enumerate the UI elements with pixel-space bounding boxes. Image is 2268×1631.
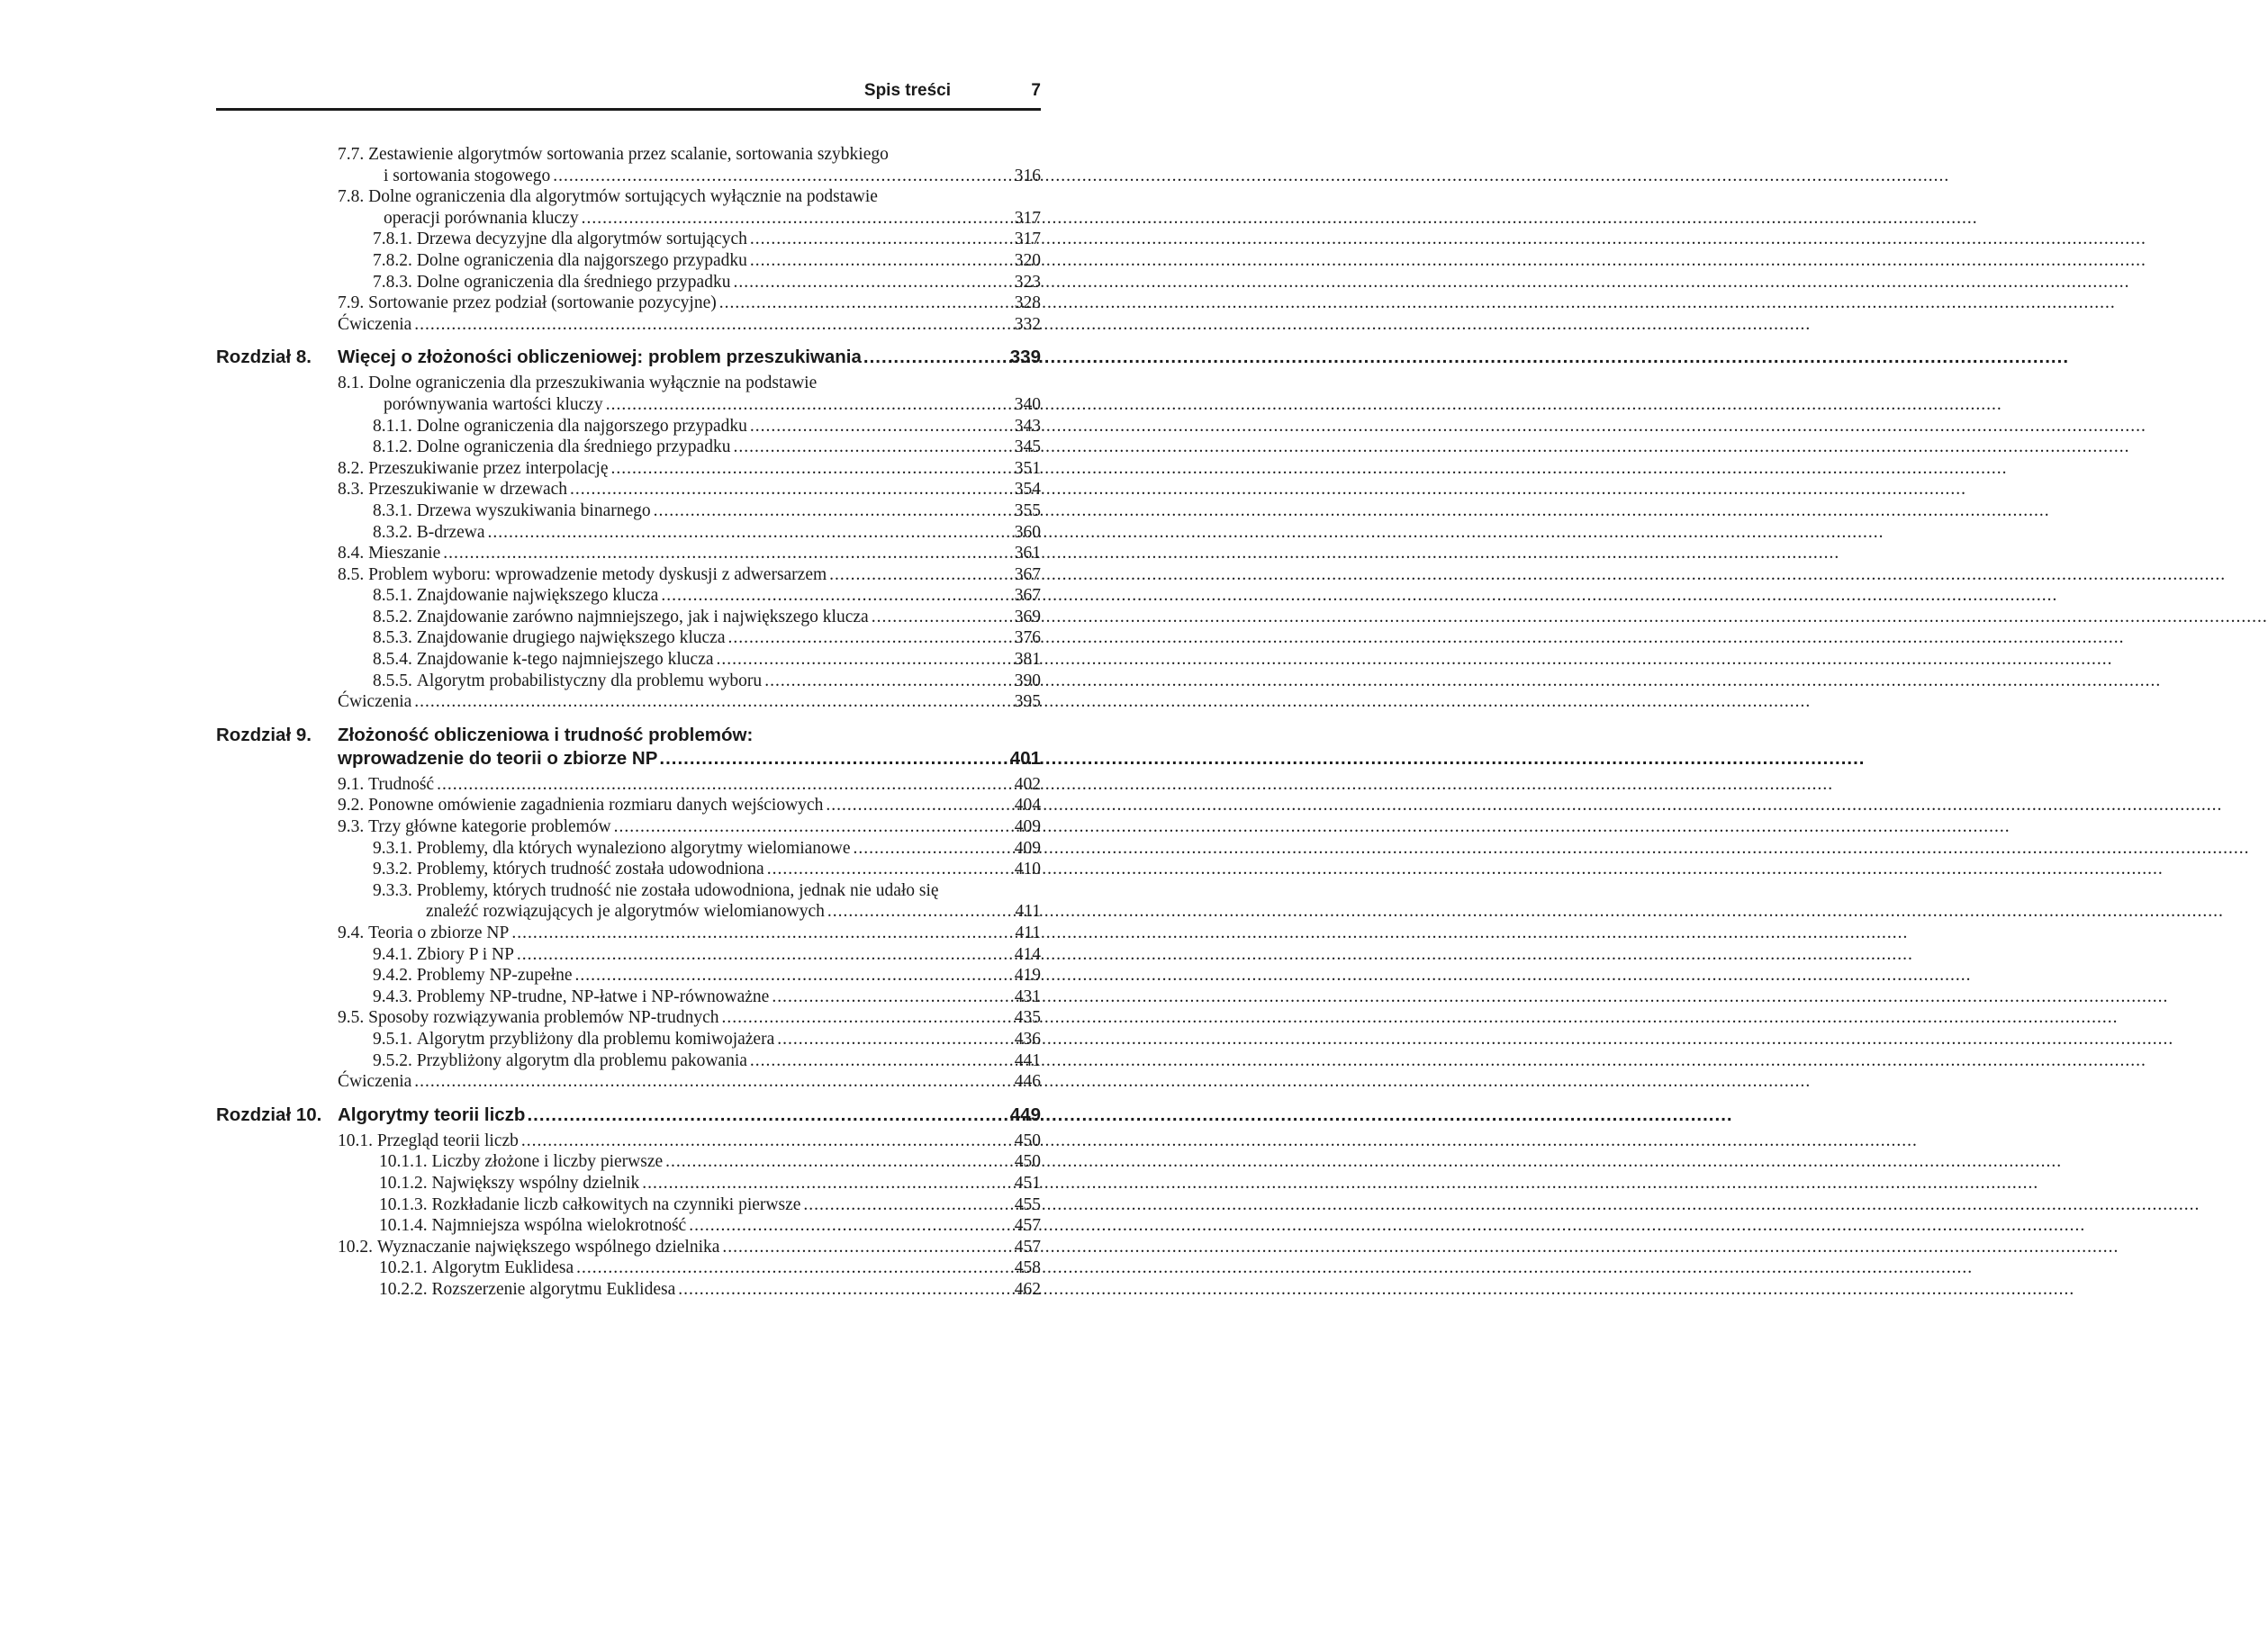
leader-dots <box>733 272 1011 293</box>
entry-page: 361 <box>1014 544 1041 563</box>
toc-entry <box>216 543 1041 564</box>
toc-entry <box>216 522 1041 544</box>
toc-entry <box>216 479 1041 500</box>
entry-page: 390 <box>1014 671 1041 690</box>
entry-number: 8.1.2. <box>373 437 412 457</box>
entry-number: 10.2.2. <box>379 1279 428 1299</box>
leader-dots <box>665 1151 1012 1173</box>
entry-title: Zbiory P i NP <box>416 944 514 964</box>
entry-number: 8.5.3. <box>373 628 412 648</box>
entry-number: 9.4. <box>338 924 365 942</box>
entry-number: 7.8. <box>338 187 365 207</box>
entry-title: Przybliżony algorytm dla problemu pakowania <box>416 1050 747 1070</box>
leader-dots <box>570 479 1012 500</box>
toc-entry <box>216 585 1041 607</box>
entry-title: Znajdowanie największego klucza <box>416 586 659 606</box>
leader-dots <box>772 987 1011 1008</box>
entry-title: Rozszerzenie algorytmu Euklidesa <box>431 1279 676 1299</box>
entry-number: 9.4.1. <box>373 944 412 964</box>
leader-dots <box>854 838 1012 860</box>
entry-title: Dolne ograniczenia dla średniego przypadku <box>416 272 731 292</box>
header-title: Spis treści <box>863 81 951 100</box>
entry-title: Najmniejsza wspólna wielokrotność <box>431 1216 687 1236</box>
entry-number: 9.3.1. <box>373 838 412 858</box>
entry-page: 409 <box>1014 817 1041 837</box>
toc-entry <box>216 1050 1041 1072</box>
entry-page: 410 <box>1014 860 1041 879</box>
leader-dots <box>689 1215 1012 1237</box>
leader-dots <box>767 859 1012 880</box>
entry-page: 332 <box>1014 314 1041 334</box>
toc-entry <box>216 1279 1041 1301</box>
toc-entry <box>216 373 1041 394</box>
entry-title: Największy wspólny dzielnik <box>431 1173 640 1193</box>
toc-entry-continuation <box>216 166 1041 187</box>
leader-dots <box>750 229 1012 250</box>
chapter-page: 449 <box>1009 1104 1041 1125</box>
entry-title: znaleźć rozwiązujących je algorytmów wielomianowych <box>426 902 825 922</box>
leader-dots <box>777 1029 1012 1050</box>
entry-number: 7.7. <box>338 145 365 164</box>
entry-title: Problemy NP-zupełne <box>416 966 573 986</box>
leader-dots <box>576 1257 1012 1279</box>
leader-dots <box>872 607 1012 628</box>
entry-page: 369 <box>1014 607 1041 626</box>
leader-dots <box>750 416 1012 437</box>
leader-dots <box>654 500 1012 522</box>
entry-number: 9.2. <box>338 796 365 816</box>
entry-page: 450 <box>1014 1152 1041 1172</box>
entry-number: 10.1.1. <box>379 1152 428 1172</box>
toc-entry <box>216 987 1041 1008</box>
toc-entry <box>216 795 1041 816</box>
leader-dots <box>414 314 1011 336</box>
entry-title: Trzy główne kategorie problemów <box>368 817 611 837</box>
entry-title: Przeszukiwanie przez interpolację <box>368 458 609 478</box>
leader-dots <box>521 1131 1012 1152</box>
entry-page: 340 <box>1014 394 1041 414</box>
entry-page: 351 <box>1014 458 1041 478</box>
toc-entry <box>216 774 1041 796</box>
header-page-number: 7 <box>1031 81 1041 100</box>
entry-number: 10.2.1. <box>379 1258 428 1278</box>
entry-page: 367 <box>1014 586 1041 606</box>
entry-page: 317 <box>1014 230 1041 249</box>
entry-number: 8.5.1. <box>373 586 412 606</box>
entry-number: 10.2. <box>338 1237 373 1257</box>
entry-page: 455 <box>1014 1194 1041 1214</box>
toc-entry <box>216 1173 1041 1194</box>
entry-title: Rozkładanie liczb całkowitych na czynniki pierwsze <box>431 1194 801 1214</box>
toc-entry <box>216 564 1041 586</box>
leader-dots <box>750 1050 1012 1072</box>
chapter-page: 401 <box>1009 747 1041 769</box>
entry-title: Zestawienie algorytmów sortowania przez scalanie, sortowania szybkiego <box>368 145 889 164</box>
entry-title: Znajdowanie drugiego największego klucza <box>416 628 726 648</box>
entry-title: Teoria o zbiorze NP <box>368 924 510 942</box>
toc-entry-exercises <box>216 691 1041 713</box>
entry-number: 8.4. <box>338 544 365 563</box>
entry-title: Problemy, których trudność została udowodniona <box>416 860 764 879</box>
chapter-label: Rozdział 10. <box>216 1104 322 1125</box>
entry-title: Drzewa wyszukiwania binarnego <box>416 500 651 520</box>
toc-entry <box>216 1029 1041 1050</box>
entry-title: Algorytm Euklidesa <box>431 1258 574 1278</box>
entry-number: 8.5.4. <box>373 650 412 670</box>
entry-page: 355 <box>1014 500 1041 520</box>
entry-page: 446 <box>1014 1072 1041 1092</box>
entry-page: 409 <box>1014 838 1041 858</box>
toc-entry-exercises <box>216 1071 1041 1093</box>
entry-page: 402 <box>1014 774 1041 794</box>
toc-entry <box>216 816 1041 838</box>
toc-entry <box>216 186 1041 208</box>
entry-page: 317 <box>1014 208 1041 228</box>
entry-number: 9.4.2. <box>373 966 412 986</box>
leader-dots <box>575 965 1012 987</box>
leader-dots <box>678 1279 1012 1301</box>
entry-page: 345 <box>1014 437 1041 457</box>
leader-dots <box>717 649 1012 671</box>
toc-entry <box>216 627 1041 649</box>
leader-dots <box>764 671 1012 692</box>
entry-page: 435 <box>1014 1008 1041 1028</box>
toc-entry <box>216 965 1041 987</box>
entry-title: Znajdowanie k-tego najmniejszego klucza <box>416 650 714 670</box>
toc-entry <box>216 649 1041 671</box>
toc-entry <box>216 250 1041 272</box>
chapter-label: Rozdział 9. <box>216 724 312 745</box>
toc-entry <box>216 944 1041 966</box>
leader-dots <box>414 691 1011 713</box>
entry-number: 7.8.3. <box>373 272 412 292</box>
toc-entry-continuation <box>216 208 1041 230</box>
toc-entry <box>216 1257 1041 1279</box>
entry-title: Problemy, dla których wynaleziono algorytmy wielomianowe <box>416 838 851 858</box>
entry-page: 462 <box>1014 1279 1041 1299</box>
leader-dots <box>728 627 1012 649</box>
toc-entry-continuation <box>216 901 1041 923</box>
entry-title: Ćwiczenia <box>338 314 412 334</box>
entry-page: 450 <box>1014 1131 1041 1150</box>
entry-page: 411 <box>1015 924 1041 942</box>
entry-number: 8.3. <box>338 480 365 500</box>
leader-dots <box>733 437 1011 458</box>
entry-title: Mieszanie <box>368 544 441 563</box>
leader-dots <box>750 250 1012 272</box>
entry-title: Problem wyboru: wprowadzenie metody dyskusji z adwersarzem <box>368 564 827 584</box>
entry-page: 367 <box>1014 564 1041 584</box>
entry-title: Algorytm przybliżony dla problemu komiwojażera <box>416 1029 775 1049</box>
chapter-title: Algorytmy teorii liczb <box>338 1104 526 1125</box>
toc-entry <box>216 437 1041 458</box>
entry-page: 316 <box>1014 166 1041 185</box>
entry-number: 8.1.1. <box>373 416 412 436</box>
toc-entry <box>216 1215 1041 1237</box>
leader-dots <box>803 1194 1011 1216</box>
entry-page: 457 <box>1014 1216 1041 1236</box>
entry-title: Liczby złożone i liczby pierwsze <box>431 1152 664 1172</box>
toc-entry <box>216 1131 1041 1152</box>
leader-dots <box>511 923 1012 944</box>
running-header <box>216 79 1041 111</box>
entry-page: 451 <box>1014 1173 1041 1193</box>
entry-title: Trudność <box>368 774 435 794</box>
toc-entry <box>216 293 1041 314</box>
entry-title: i sortowania stogowego <box>384 166 551 185</box>
leader-dots <box>642 1173 1012 1194</box>
toc-entry <box>216 229 1041 250</box>
entry-page: 436 <box>1014 1029 1041 1049</box>
entry-number: 8.1. <box>338 374 365 393</box>
entry-title: Dolne ograniczenia dla średniego przypadku <box>416 437 731 457</box>
entry-number: 7.8.2. <box>373 250 412 270</box>
entry-number: 9.4.3. <box>373 987 412 1006</box>
entry-page: 457 <box>1014 1237 1041 1257</box>
entry-title: Problemy NP-trudne, NP-łatwe i NP-równoważne <box>416 987 770 1006</box>
entry-title: Dolne ograniczenia dla przeszukiwania wyłącznie na podstawie <box>368 374 818 393</box>
toc-entry <box>216 458 1041 480</box>
entry-title: Ponowne omówienie zagadnienia rozmiaru danych wejściowych <box>368 796 824 816</box>
entry-page: 458 <box>1014 1258 1041 1278</box>
chapter-label: Rozdział 8. <box>216 347 312 368</box>
entry-page: 320 <box>1014 250 1041 270</box>
entry-number: 9.1. <box>338 774 365 794</box>
entry-number: 10.1.2. <box>379 1173 428 1193</box>
toc-entry-exercises <box>216 314 1041 336</box>
entry-title: Ćwiczenia <box>338 692 412 712</box>
chapter-heading <box>216 346 1041 369</box>
leader-dots <box>661 585 1011 607</box>
toc-entry <box>216 923 1041 944</box>
entry-number: 7.9. <box>338 293 365 313</box>
leader-dots <box>582 208 1012 230</box>
entry-title: Wyznaczanie największego wspólnego dzielnika <box>376 1237 720 1257</box>
entry-title: operacji porównania kluczy <box>384 208 579 228</box>
entry-title: Przegląd teorii liczb <box>376 1131 519 1150</box>
leader-dots <box>719 293 1012 314</box>
leader-dots <box>722 1007 1012 1029</box>
toc-entry <box>216 1237 1041 1258</box>
chapter-title: Złożoność obliczeniowa i trudność problemów: <box>338 724 754 745</box>
chapter-page: 339 <box>1009 347 1041 368</box>
entry-number: 9.3. <box>338 817 365 837</box>
leader-dots <box>553 166 1012 187</box>
leader-dots <box>863 346 1008 369</box>
toc-entry <box>216 1007 1041 1029</box>
toc-entry-continuation <box>216 394 1041 416</box>
entry-page: 414 <box>1014 944 1041 964</box>
entry-page: 381 <box>1014 650 1041 670</box>
entry-number: 9.3.3. <box>373 880 412 900</box>
entry-title: Dolne ograniczenia dla najgorszego przypadku <box>416 416 747 436</box>
entry-page: 419 <box>1014 966 1041 986</box>
entry-page: 376 <box>1014 628 1041 648</box>
entry-page: 354 <box>1014 480 1041 500</box>
leader-dots <box>437 774 1012 796</box>
toc-entry <box>216 272 1041 293</box>
leader-dots <box>443 543 1011 564</box>
entry-number: 9.3.2. <box>373 860 412 879</box>
chapter-title: wprowadzenie do teorii o zbiorze NP <box>338 747 658 769</box>
toc-entry <box>216 671 1041 692</box>
entry-page: 343 <box>1014 416 1041 436</box>
entry-page: 360 <box>1014 522 1041 542</box>
toc-entry <box>216 144 1041 166</box>
leader-dots <box>606 394 1012 416</box>
entry-number: 10.1. <box>338 1131 373 1150</box>
entry-number: 9.5.2. <box>373 1050 412 1070</box>
leader-dots <box>488 522 1012 544</box>
leader-dots <box>527 1104 1007 1127</box>
toc-entry <box>216 838 1041 860</box>
entry-title: Problemy, których trudność nie została udowodniona, jednak nie udało się <box>416 880 939 900</box>
entry-title: Dolne ograniczenia dla algorytmów sortujących wyłącznie na podstawie <box>368 187 878 207</box>
leader-dots <box>614 816 1012 838</box>
toc-entry <box>216 500 1041 522</box>
entry-number: 9.5. <box>338 1008 365 1028</box>
entry-title: Algorytm probabilistyczny dla problemu wyboru <box>416 671 763 690</box>
entry-number: 10.1.3. <box>379 1194 428 1214</box>
entry-page: 328 <box>1014 293 1041 313</box>
toc-entry <box>216 1194 1041 1216</box>
entry-title: Przeszukiwanie w drzewach <box>368 480 568 500</box>
entry-title: Ćwiczenia <box>338 1072 412 1092</box>
entry-page: 411 <box>1015 902 1041 922</box>
entry-number: 8.5.2. <box>373 607 412 626</box>
leader-dots <box>517 944 1012 966</box>
leader-dots <box>611 458 1012 480</box>
entry-title: Sposoby rozwiązywania problemów NP-trudnych <box>368 1008 719 1028</box>
chapter-heading-continuation <box>216 747 1041 770</box>
toc-entry <box>216 880 1041 902</box>
entry-page: 323 <box>1014 272 1041 292</box>
entry-title: Drzewa decyzyjne dla algorytmów sortujących <box>416 230 747 249</box>
entry-number: 8.5.5. <box>373 671 412 690</box>
entry-title: Sortowanie przez podział (sortowanie pozycyjne) <box>368 293 717 313</box>
leader-dots <box>826 795 1011 816</box>
entry-number: 8.3.2. <box>373 522 412 542</box>
entry-page: 404 <box>1014 796 1041 816</box>
toc-entry <box>216 607 1041 628</box>
entry-page: 441 <box>1014 1050 1041 1070</box>
entry-number: 8.3.1. <box>373 500 412 520</box>
entry-number: 7.8.1. <box>373 230 412 249</box>
leader-dots <box>827 901 1013 923</box>
entry-number: 9.5.1. <box>373 1029 412 1049</box>
entry-title: B-drzewa <box>416 522 485 542</box>
entry-number: 8.2. <box>338 458 365 478</box>
chapter-title: Więcej o złożoności obliczeniowej: problem przeszukiwania <box>338 347 862 368</box>
leader-dots <box>722 1237 1011 1258</box>
chapter-heading <box>216 724 1041 747</box>
leader-dots <box>829 564 1012 586</box>
entry-title: Znajdowanie zarówno najmniejszego, jak i największego klucza <box>416 607 869 626</box>
entry-page: 395 <box>1014 692 1041 712</box>
toc-entry <box>216 859 1041 880</box>
entry-title: Dolne ograniczenia dla najgorszego przypadku <box>416 250 747 270</box>
chapter-heading <box>216 1104 1041 1127</box>
toc-entry <box>216 416 1041 437</box>
leader-dots <box>414 1071 1011 1093</box>
leader-dots <box>659 747 1007 770</box>
entry-number: 8.5. <box>338 564 365 584</box>
entry-number: 10.1.4. <box>379 1216 428 1236</box>
toc-entry <box>216 1151 1041 1173</box>
entry-page: 431 <box>1014 987 1041 1006</box>
entry-title: porównywania wartości kluczy <box>384 394 603 414</box>
table-of-contents <box>216 144 1041 1301</box>
